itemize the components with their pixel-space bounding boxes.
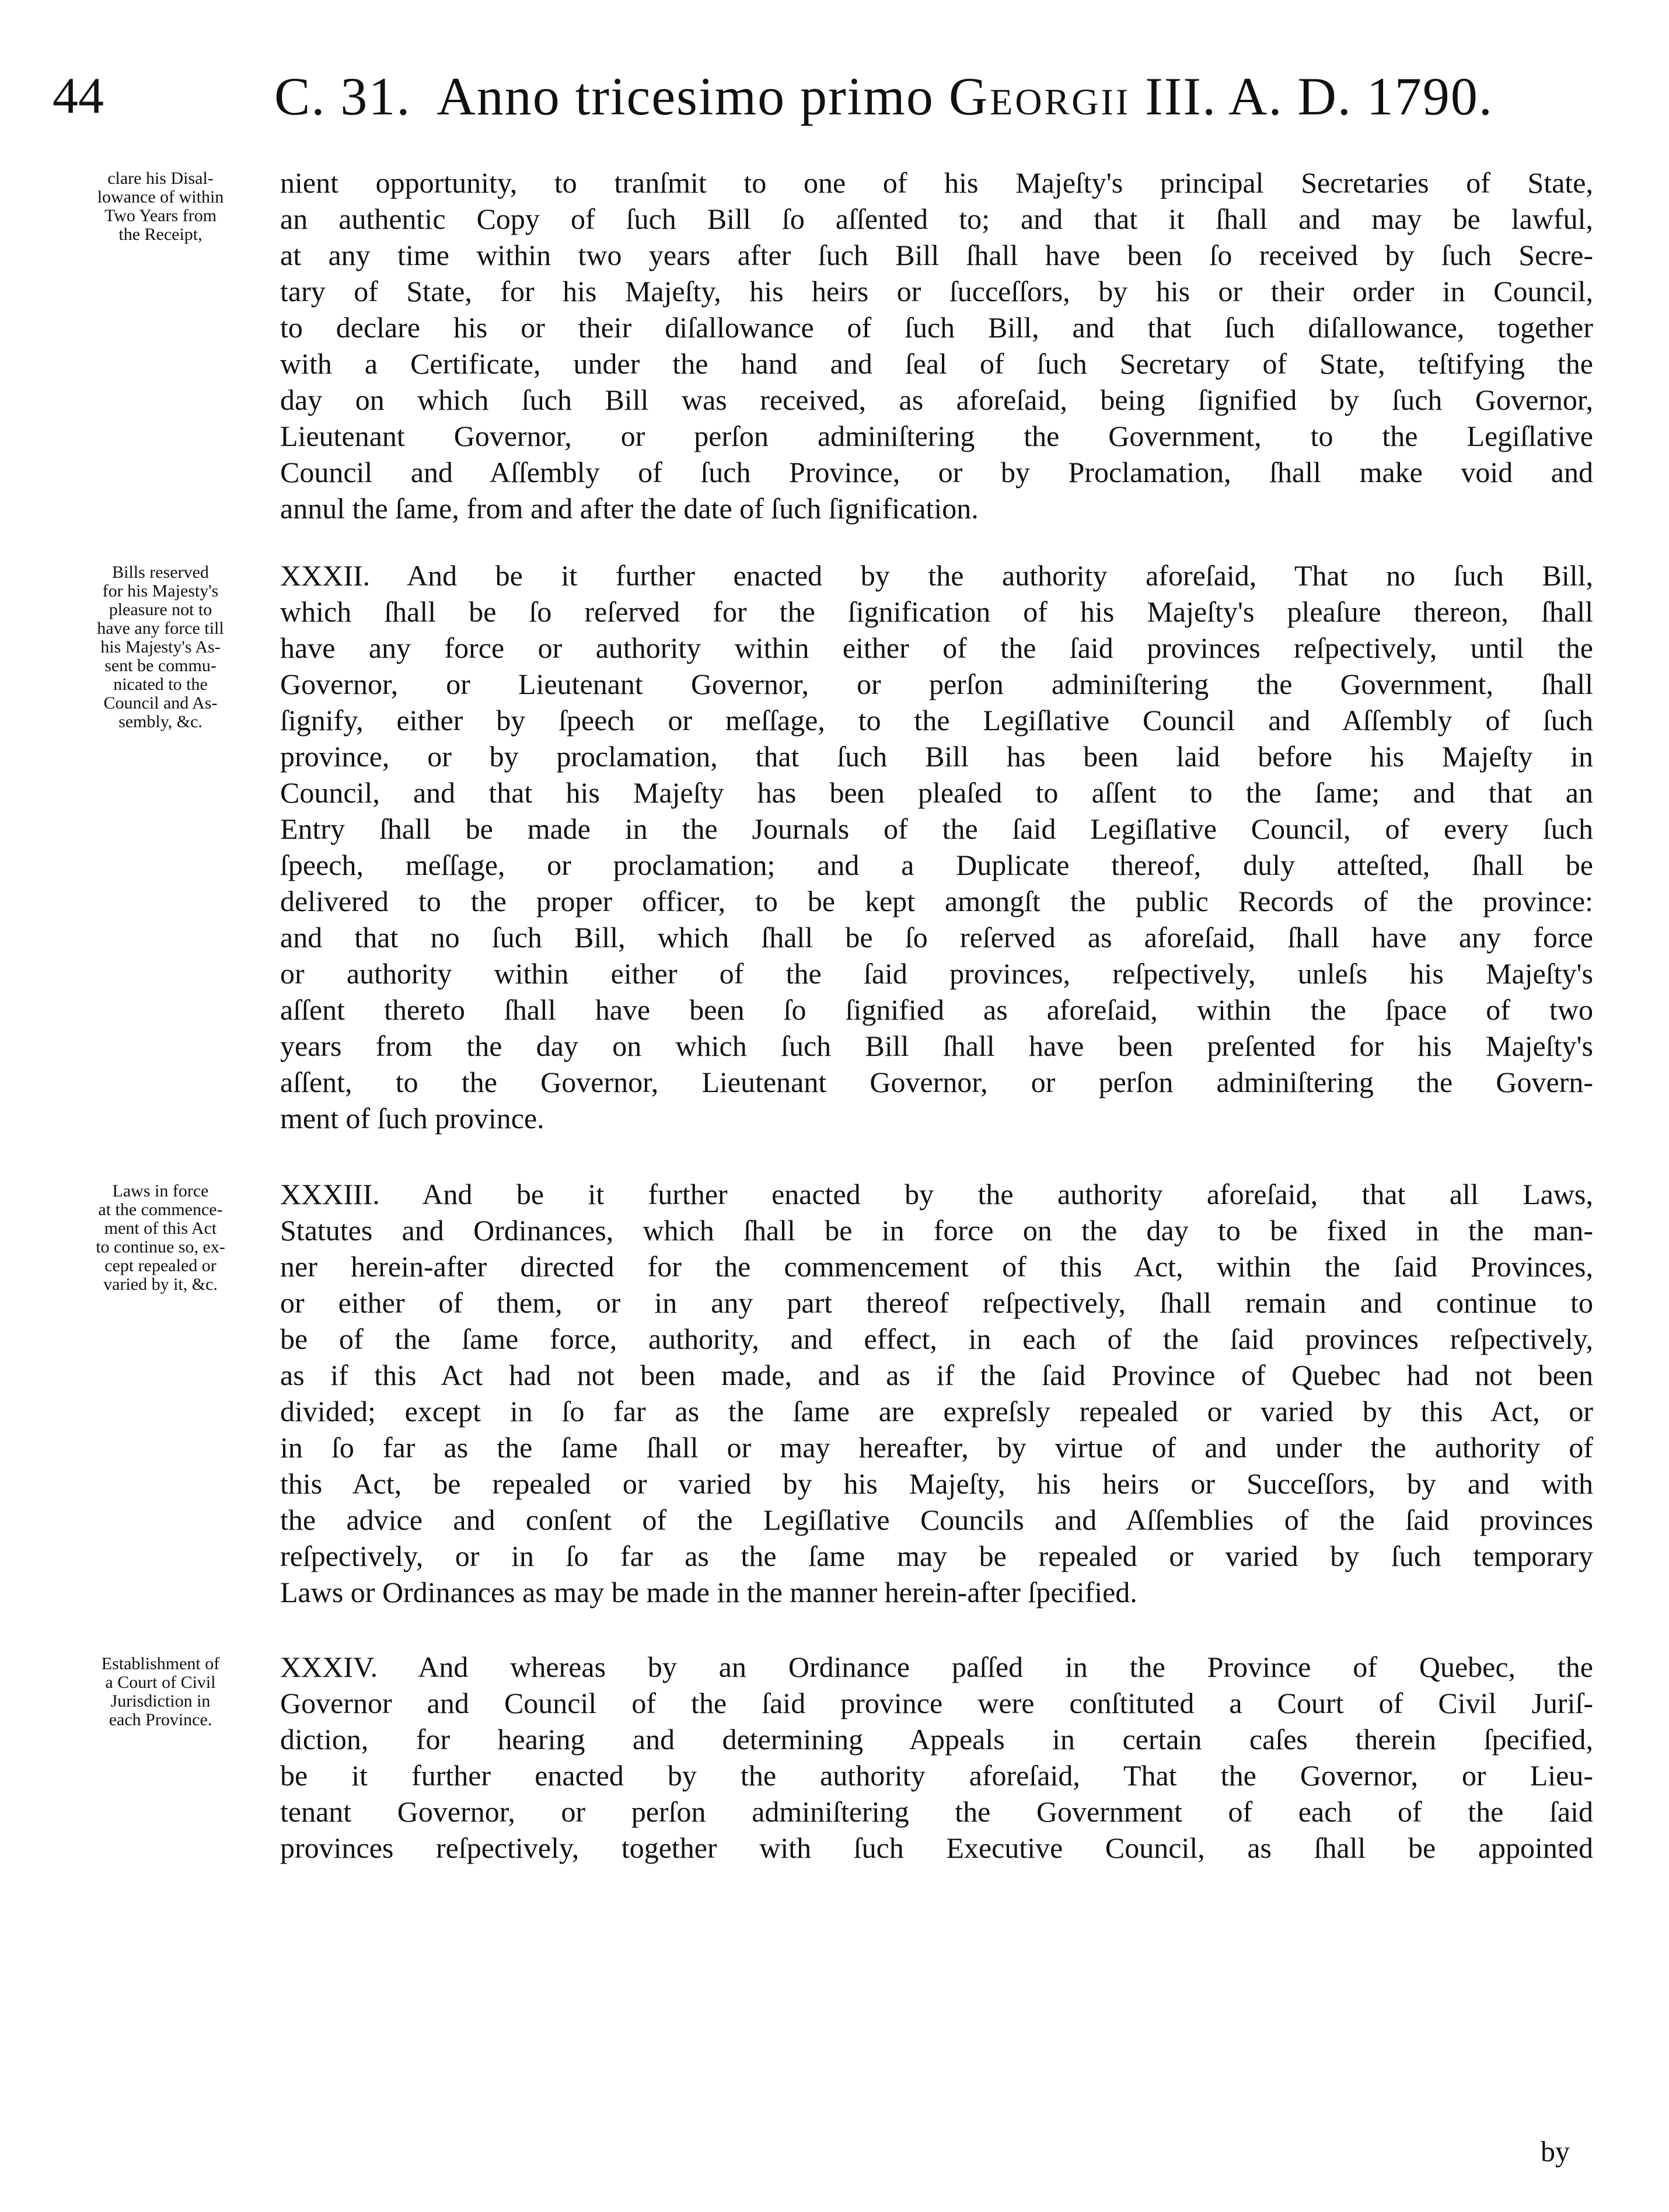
text-line: Council, and that his Majeſty has been pleaſed to aſſent to the ſame; and that an [280,776,1593,809]
margin-note-line: at the commence- [98,1200,223,1219]
margin-note-line: cept repealed or [104,1256,217,1275]
section-xxxii [280,557,1593,1136]
text-line: be of the ſame force, authority, and effect, in each of the ſaid provinces reſpectively, [280,1323,1593,1355]
margin-note-laws-in-force [55,1182,266,1294]
margin-note-line: for his Majesty's [102,581,219,601]
margin-note-line: sembly, &c. [118,712,202,731]
text-line: XXXIII. And be it further enacted by the authority aforeſaid, that all Laws, [280,1178,1593,1210]
text-line: Laws or Ordinances as may be made in the manner herein-after ſpecified. [280,1576,1137,1609]
margin-note-line: a Court of Civil [105,1673,216,1692]
text-line: diction, for hearing and determining Appeals in certain caſes therein ſpecified, [280,1723,1593,1756]
text-line: day on which ſuch Bill was received, as aforeſaid, being ſignified by ſuch Governor, [280,383,1593,416]
margin-note-line: nicated to the [113,675,208,694]
margin-note-line: ment of this Act [104,1219,217,1238]
text-line: Governor, or Lieutenant Governor, or perſon adminiſtering the Government, ſhall [280,668,1593,700]
margin-note-line: Jurisdiction in [110,1691,211,1711]
margin-note-line: have any force till [97,619,224,638]
text-line: ment of ſuch province. [280,1102,544,1135]
running-header [53,64,1570,134]
margin-note-line: each Province. [109,1710,212,1729]
text-line: tary of State, for his Majeſty, his heirs or ſucceſſors, by his or their order in Council, [280,275,1593,308]
text-line: at any time within two years after ſuch Bill ſhall have been ſo received by ſuch Secre- [280,239,1593,271]
text-line: with a Certificate, under the hand and ſeal of ſuch Secretary of State, teſtifying the [280,347,1593,380]
section-xxxiii [280,1176,1593,1610]
text-line: years from the day on which ſuch Bill ſhall have been preſented for his Majeſty's [280,1030,1593,1062]
margin-note-line: his Majesty's As- [100,637,221,657]
text-line: ner herein-after directed for the commencement of this Act, within the ſaid Provinces, [280,1250,1593,1283]
margin-note-bills-reserved [55,563,266,731]
margin-note-disallowance [55,169,266,244]
text-line: Council and Aſſembly of ſuch Province, or by Proclamation, ſhall make void and [280,456,1593,489]
text-line: reſpectively, or in ſo far as the ſame may be repealed or varied by ſuch temporary [280,1540,1593,1572]
text-line: as if this Act had not been made, and as if the ſaid Province of Quebec had not been [280,1359,1593,1391]
text-line: province, or by proclamation, that ſuch Bill has been laid before his Majeſty in [280,740,1593,773]
margin-note-court-of-civil-jurisdiction [55,1655,266,1729]
margin-note-line: Bills reserved [112,563,209,582]
margin-note-line: varied by it, &c. [103,1275,218,1294]
text-line: nient opportunity, to tranſmit to one of his Majeſty's principal Secretaries of State, [280,166,1593,199]
text-line: annul the ſame, from and after the date of ſuch ſignification. [280,492,979,525]
text-line: this Act, be repealed or varied by his Majeſty, his heirs or Succeſſors, by and with [280,1467,1593,1500]
year: A. D. 1790. [1228,67,1493,126]
text-line: Entry ſhall be made in the Journals of the ſaid Legiſlative Council, of every ſuch [280,812,1593,845]
text-line: XXXIV. And whereas by an Ordinance paſſed in the Province of Quebec, the [280,1651,1593,1683]
text-line: to declare his or their diſallowance of ſuch Bill, and that ſuch diſallowance, together [280,311,1593,344]
text-line: or authority within either of the ſaid provinces, reſpectively, unleſs his Majeſty's [280,957,1593,990]
catchword: by [1541,2135,1570,2168]
text-line: Governor and Council of the ſaid province were conſtituted a Court of Civil Juriſ- [280,1687,1593,1719]
king-name: Georgii [948,67,1131,126]
chapter-number: C. 31. [274,67,411,126]
margin-note-line: the Receipt, [118,225,202,244]
margin-note-line: to continue so, ex- [96,1237,225,1257]
text-line: aſſent, to the Governor, Lieutenant Governor, or perſon adminiſtering the Govern- [280,1066,1593,1098]
text-line: Lieutenant Governor, or perſon adminiſtering the Government, to the Legiſlative [280,420,1593,452]
text-line: Statutes and Ordinances, which ſhall be in force on the day to be fixed in the man- [280,1214,1593,1247]
text-line: tenant Governor, or perſon adminiſtering the Government of each of the ſaid [280,1795,1593,1828]
page-number: 44 [53,68,104,124]
margin-note-line: lowance of within [97,187,224,207]
margin-note-line: Council and As- [103,693,218,713]
text-line: ſignify, either by ſpeech or meſſage, to the Legiſlative Council and Aſſembly of ſuch [280,704,1593,737]
regnal-suffix: III. [1145,67,1217,126]
text-line: delivered to the proper officer, to be kept amongſt the public Records of the province: [280,885,1593,917]
text-line: divided; except in ſo far as the ſame are expreſsly repealed or varied by this Act, or [280,1395,1593,1428]
margin-note-line: Establishment of [101,1654,220,1673]
text-line: XXXII. And be it further enacted by the authority aforeſaid, That no ſuch Bill, [280,559,1593,592]
running-title [274,64,1493,128]
margin-note-line: sent be commu- [104,656,217,675]
text-line: be it further enacted by the authority aforeſaid, That the Governor, or Lieu- [280,1759,1593,1792]
regnal-year-prefix: Anno tricesimo primo [437,67,934,126]
text-line: or either of them, or in any part thereof reſpectively, ſhall remain and continue to [280,1286,1593,1319]
text-line: and that no ſuch Bill, which ſhall be ſo reſerved as aforeſaid, ſhall have any force [280,921,1593,954]
text-line: in ſo far as the ſame ſhall or may hereafter, by virtue of and under the authority of [280,1431,1593,1464]
section-continuation [280,165,1593,526]
text-line: which ſhall be ſo reſerved for the ſignification of his Majeſty's pleaſure thereon, ſhall [280,595,1593,628]
margin-note-line: clare his Disal- [107,169,214,188]
margin-note-line: Laws in force [112,1181,209,1201]
text-line: aſſent thereto ſhall have been ſo ſignified as aforeſaid, within the ſpace of two [280,993,1593,1026]
section-xxxiv [280,1649,1593,1866]
text-line: provinces reſpectively, together with ſuch Executive Council, as ſhall be appointed [280,1831,1593,1864]
text-line: have any force or authority within either of the ſaid provinces reſpectively, until the [280,631,1593,664]
text-line: ſpeech, meſſage, or proclamation; and a Duplicate thereof, duly atteſted, ſhall be [280,849,1593,881]
margin-note-line: pleasure not to [109,600,212,619]
margin-note-line: Two Years from [104,206,217,225]
text-line: an authentic Copy of ſuch Bill ſo aſſented to; and that it ſhall and may be lawful, [280,203,1593,235]
text-line: the advice and conſent of the Legiſlative Councils and Aſſemblies of the ſaid provinces [280,1503,1593,1536]
